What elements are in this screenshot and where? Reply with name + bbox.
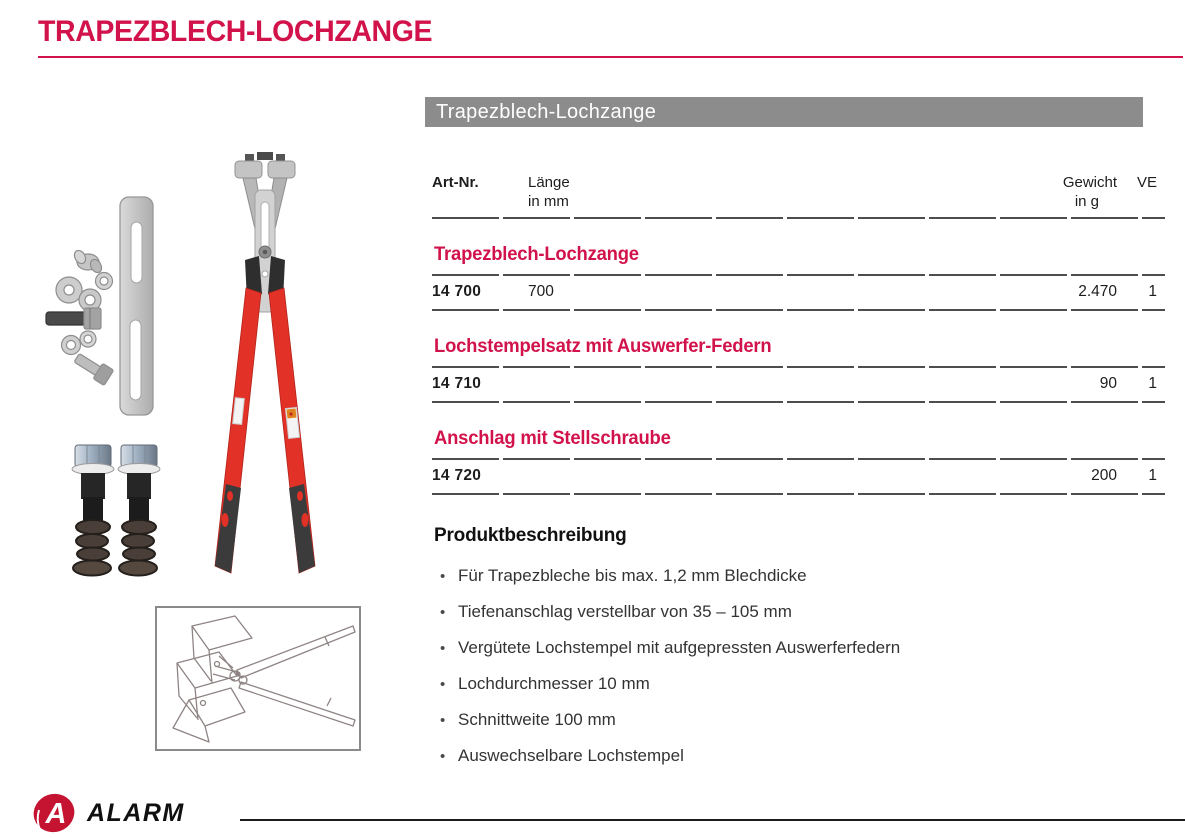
cell-artnr: 14 710 <box>432 375 482 392</box>
cell-ve: 1 <box>1148 467 1157 484</box>
pliers-image <box>205 152 325 580</box>
list-item: • Lochdurchmesser 10 mm <box>440 673 650 693</box>
description-list <box>432 565 1165 767</box>
table-section-anschlag <box>432 428 1165 495</box>
cell-gewicht: 2.470 <box>1078 283 1117 300</box>
cell-gewicht: 200 <box>1091 467 1117 484</box>
title-rule <box>38 56 1183 58</box>
list-item: • Vergütete Lochstempel mit aufgepressten Auswerferfedern <box>440 637 901 657</box>
cell-artnr: 14 720 <box>432 467 482 484</box>
hardware-parts-image <box>44 238 122 390</box>
table-section-lochzange <box>432 244 1165 311</box>
table-header-row <box>432 168 1165 212</box>
list-item: • Schnittweite 100 mm <box>440 709 616 729</box>
bullet-icon: • <box>440 567 446 585</box>
table-rule <box>432 309 1165 311</box>
product-table <box>432 168 1165 781</box>
cell-laenge: 700 <box>528 283 554 300</box>
punch-set-image <box>68 440 164 580</box>
section-title: Lochstempelsatz mit Auswerfer-Federn <box>434 335 772 357</box>
table-rule <box>432 217 1165 219</box>
product-header-title: Trapezblech-Lochzange <box>436 101 657 123</box>
table-row <box>432 460 1165 493</box>
column-header-artnr: Art-Nr. <box>432 174 479 191</box>
cell-artnr: 14 700 <box>432 283 482 300</box>
svg-text:A: A <box>45 798 67 830</box>
list-item: • Auswechselbare Lochstempel <box>440 745 684 765</box>
bullet-icon: • <box>440 603 446 621</box>
alarm-logo <box>30 788 240 838</box>
cell-gewicht: 90 <box>1099 375 1117 392</box>
bullet-icon: • <box>440 747 446 765</box>
page-title: TRAPEZBLECH-LOCHZANGE <box>38 15 433 48</box>
table-section-lochstempelsatz <box>432 336 1165 403</box>
cell-ve: 1 <box>1148 283 1157 300</box>
bullet-icon: • <box>440 675 446 693</box>
brand-text: ALARM <box>87 798 185 827</box>
bullet-icon: • <box>440 639 446 657</box>
description-title: Produktbeschreibung <box>434 524 627 546</box>
product-header-bar <box>425 97 1143 127</box>
table-rule <box>432 401 1165 403</box>
column-header-laenge: Länge in mm <box>528 174 570 210</box>
column-header-ve: VE <box>1136 174 1157 191</box>
section-title: Trapezblech-Lochzange <box>434 243 639 265</box>
table-row <box>432 276 1165 309</box>
list-item: • Für Trapezbleche bis max. 1,2 mm Blechdicke <box>440 565 807 585</box>
bullet-icon: • <box>440 711 446 729</box>
stop-bar-image <box>118 195 156 417</box>
cell-ve: 1 <box>1148 375 1157 392</box>
column-header-gewicht: Gewicht in g <box>1062 174 1117 210</box>
section-title: Anschlag mit Stellschraube <box>434 427 671 449</box>
table-row <box>432 368 1165 401</box>
table-rule <box>432 493 1165 495</box>
product-description <box>432 525 1165 767</box>
alarm-logo-icon <box>30 790 78 836</box>
usage-illustration <box>155 606 361 751</box>
list-item: • Tiefenanschlag verstellbar von 35 – 105 mm <box>440 601 792 621</box>
